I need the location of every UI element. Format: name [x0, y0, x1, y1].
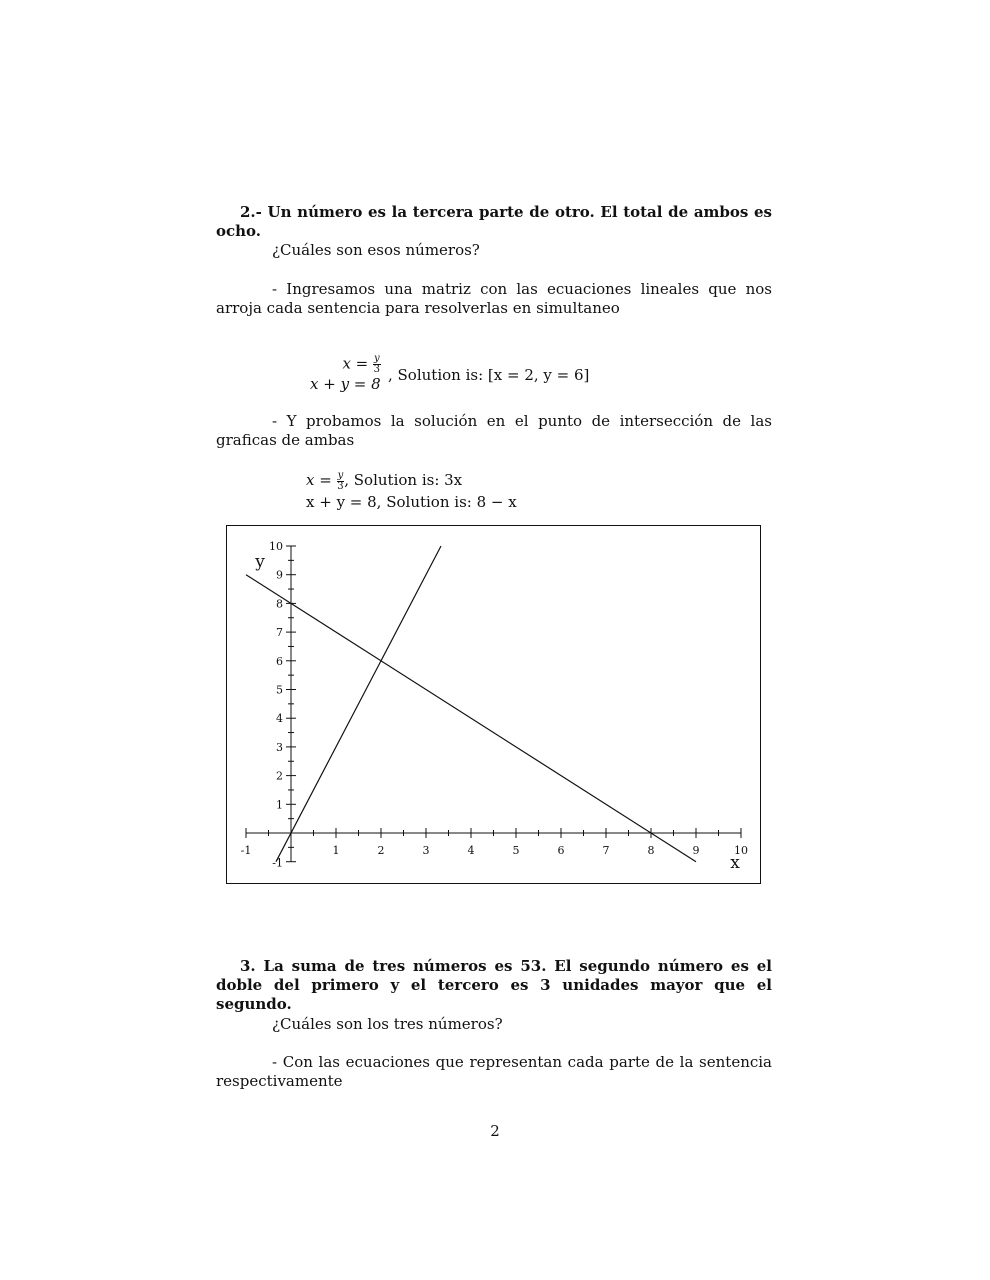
x-tick-label: 10 [734, 844, 748, 857]
x-tick-label: 7 [602, 844, 610, 857]
problem-3-title: 3. La suma de tres números es 53. El segundo número es el doble del primero y el tercero es 3 unidades mayor que el segundo. [216, 957, 772, 1013]
equation-2: x + y = 8 [310, 375, 381, 393]
solution-1-right: , Solution is: 3x [344, 471, 463, 489]
intersection-chart [226, 525, 761, 884]
problem-2-question: ¿Cuáles son esos números? [272, 241, 480, 259]
x-tick-label: 4 [467, 844, 475, 857]
y-tick-label: 2 [276, 769, 283, 783]
series-line-1 [276, 546, 441, 862]
equation-1-denominator: 3 [373, 364, 381, 375]
x-tick-label: 3 [422, 844, 430, 857]
equation-system [310, 354, 381, 394]
equation-1 [310, 354, 381, 375]
y-axis-label: y [255, 552, 265, 572]
x-tick-label: 6 [557, 844, 565, 857]
y-tick-label: 4 [276, 712, 283, 726]
y-tick-label: 6 [276, 654, 283, 668]
x-tick-label: 8 [647, 844, 655, 857]
x-tick-label: -1 [240, 844, 252, 857]
system-solution: , Solution is: [x = 2, y = 6] [388, 366, 590, 384]
series-line-2 [246, 575, 696, 862]
problem-2-step-1: - Ingresamos una matriz con las ecuaciones lineales que nos arroja cada sentencia para resolverlas en simultaneo [216, 280, 772, 317]
equation-1-left: x = [342, 354, 369, 373]
y-tick-label: 8 [276, 597, 283, 611]
solutions-block [306, 470, 517, 512]
solution-1-denominator: 3 [337, 480, 344, 492]
problem-3-question: ¿Cuáles son los tres números? [272, 1015, 503, 1033]
problem-2-step-2: - Y probamos la solución en el punto de intersección de las graficas de ambas [216, 412, 772, 449]
solution-1-numerator: y [337, 469, 344, 481]
y-tick-label: 3 [276, 740, 283, 754]
x-tick-label: 5 [512, 844, 520, 857]
y-tick-label: 1 [276, 798, 283, 812]
equation-1-numerator: y [374, 353, 380, 364]
chart-frame [227, 526, 761, 884]
problem-3-step-1: - Con las ecuaciones que representan cada parte de la sentencia respectivamente [216, 1053, 772, 1090]
x-tick-label: 9 [692, 844, 700, 857]
page-number: 2 [490, 1122, 500, 1140]
x-tick-label: 1 [332, 844, 340, 857]
y-tick-label: 7 [276, 626, 283, 640]
x-tick-label: 2 [377, 844, 385, 857]
y-tick-label: -1 [272, 856, 283, 870]
y-tick-label: 9 [276, 568, 283, 582]
solution-2: x + y = 8, Solution is: 8 − x [306, 492, 517, 511]
problem-2-title: 2.- Un número es la tercera parte de otro. El total de ambos es ocho. [216, 203, 772, 240]
y-tick-label: 10 [269, 540, 283, 553]
solution-1 [306, 470, 517, 492]
solution-1-left: x = [306, 471, 332, 489]
equation-1-fraction [373, 354, 381, 375]
x-axis-label: x [730, 853, 740, 873]
y-tick-label: 5 [276, 683, 283, 697]
